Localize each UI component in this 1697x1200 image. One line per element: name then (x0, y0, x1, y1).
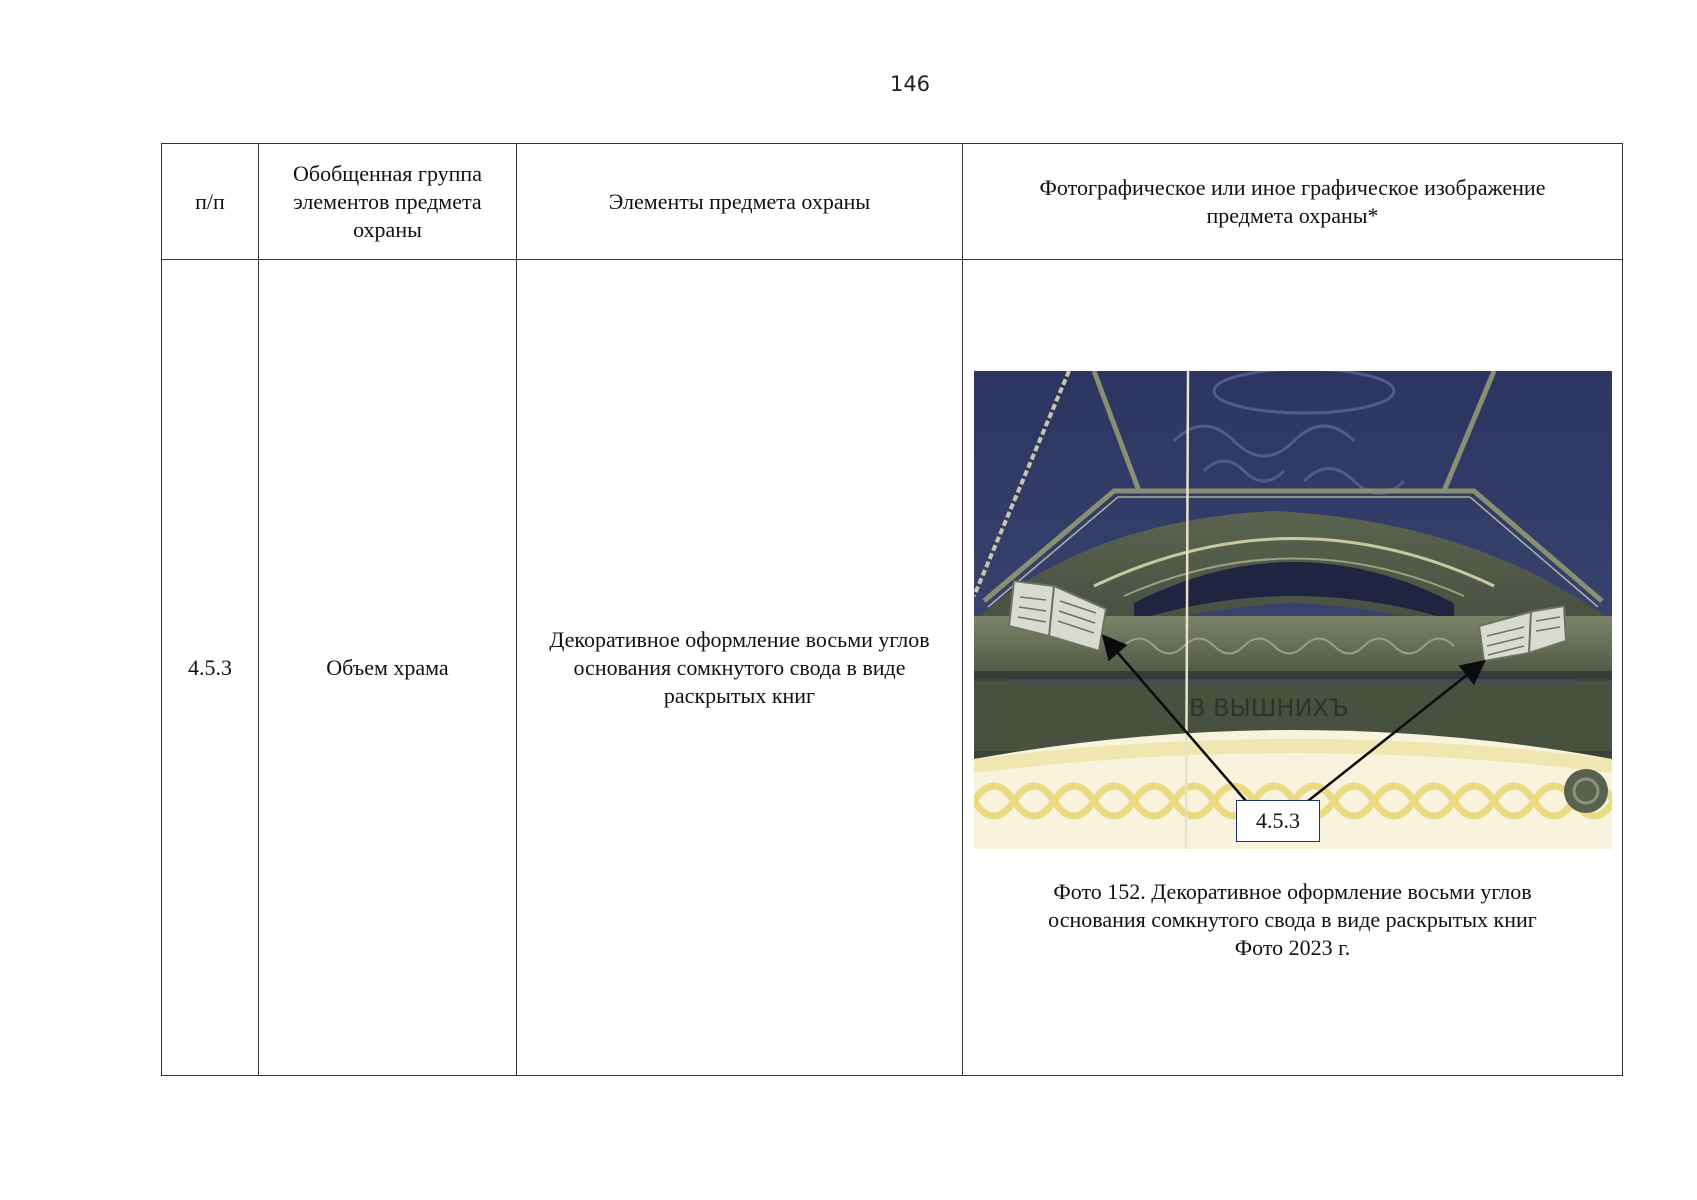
header-number: п/п (162, 144, 259, 260)
protection-table (161, 143, 1623, 1076)
caption-line-1: Фото 152. Декоративное оформление восьми углов (1053, 879, 1532, 904)
vault-photo (974, 371, 1612, 849)
photo-caption (963, 878, 1622, 962)
row-element: Декоративное оформление восьми углов основания сомкнутого свода в виде раскрытых книг (517, 260, 963, 1076)
header-image: Фотографическое или иное графическое изображение предмета охраны* (963, 144, 1623, 260)
header-elements: Элементы предмета охраны (517, 144, 963, 260)
header-group: Обобщенная группа элементов предмета охраны (259, 144, 517, 260)
row-photo-cell (963, 260, 1623, 1076)
vault-photo-image (974, 371, 1612, 849)
band-inscription: В ВЫШНИХЪ (1189, 694, 1349, 722)
table-header-row (162, 144, 1623, 260)
row-number: 4.5.3 (162, 260, 259, 1076)
callout-label: 4.5.3 (1236, 800, 1320, 842)
caption-line-2: основания сомкнутого свода в виде раскрытых книг (1048, 907, 1537, 932)
row-group: Объем храма (259, 260, 517, 1076)
caption-line-3: Фото 2023 г. (1234, 935, 1351, 960)
page-number: 146 (889, 72, 931, 96)
table-row (162, 260, 1623, 1076)
